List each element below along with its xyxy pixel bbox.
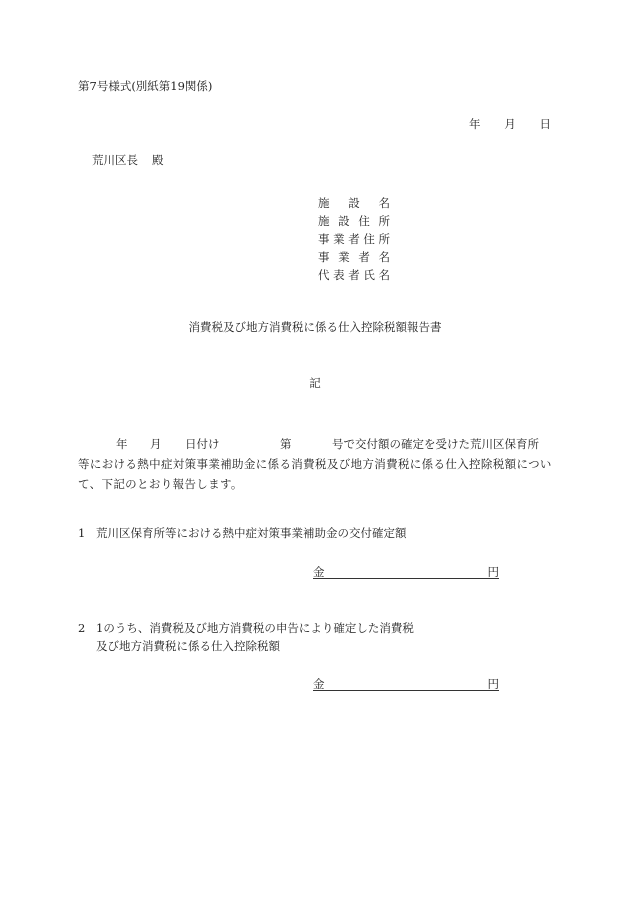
- item-1: [78, 528, 407, 540]
- body-line-2: 等における熱中症対策事業補助金に係る消費税及び地方消費税に係る仕入控除税額につい: [78, 457, 552, 471]
- item-2-text-line-1: 1のうち、消費税及び地方消費税の申告により確定した消費税: [96, 621, 414, 635]
- body-dai-label: 第: [280, 437, 292, 451]
- body-line-3: て、下記のとおり報告します。: [78, 477, 243, 491]
- body-line-1: [78, 434, 552, 454]
- date-year-label: 年: [469, 117, 481, 131]
- item-2-amount-suffix: 円: [487, 676, 499, 691]
- date-month-label: 月: [504, 117, 516, 131]
- body-line-1-rest: 号で交付額の確定を受けた荒川区保育所: [332, 437, 539, 451]
- document-title: 消費税及び地方消費税に係る仕入控除税額報告書: [188, 320, 442, 334]
- item-2: [78, 623, 414, 652]
- addressee-honorific: 殿: [152, 153, 164, 167]
- body-year-label: 年: [116, 437, 128, 451]
- facility-address-label: 施 設 住 所: [318, 214, 390, 228]
- representative-name-label: 代 表 者 氏 名: [318, 268, 390, 282]
- date-line: [469, 119, 551, 131]
- item-1-amount-field[interactable]: [313, 562, 499, 579]
- form-number: 第7号様式(別紙第19関係): [78, 79, 213, 93]
- ki-heading: 記: [309, 376, 321, 390]
- item-2-number: 2: [78, 621, 86, 635]
- addressee-name: 荒川区長: [92, 153, 138, 167]
- business-address-label: 事 業 者 住 所: [318, 232, 390, 246]
- applicant-block: [318, 194, 390, 284]
- business-name-label: 事 業 者 名: [318, 250, 390, 264]
- item-1-amount-prefix: 金: [313, 564, 325, 579]
- item-1-number: 1: [78, 526, 86, 540]
- body-paragraph: [78, 434, 552, 494]
- item-2-text-line-2: 及び地方消費税に係る仕入控除税額: [96, 638, 280, 653]
- body-month-label: 月: [150, 437, 162, 451]
- item-2-amount-prefix: 金: [313, 676, 325, 691]
- body-day-label: 日付け: [185, 437, 220, 451]
- facility-name-label: 施 設 名: [318, 196, 390, 210]
- date-day-label: 日: [539, 117, 551, 131]
- item-2-amount-field[interactable]: [313, 674, 499, 691]
- addressee: [92, 155, 164, 167]
- item-1-amount-suffix: 円: [487, 564, 499, 579]
- item-1-text: 荒川区保育所等における熱中症対策事業補助金の交付確定額: [96, 526, 407, 540]
